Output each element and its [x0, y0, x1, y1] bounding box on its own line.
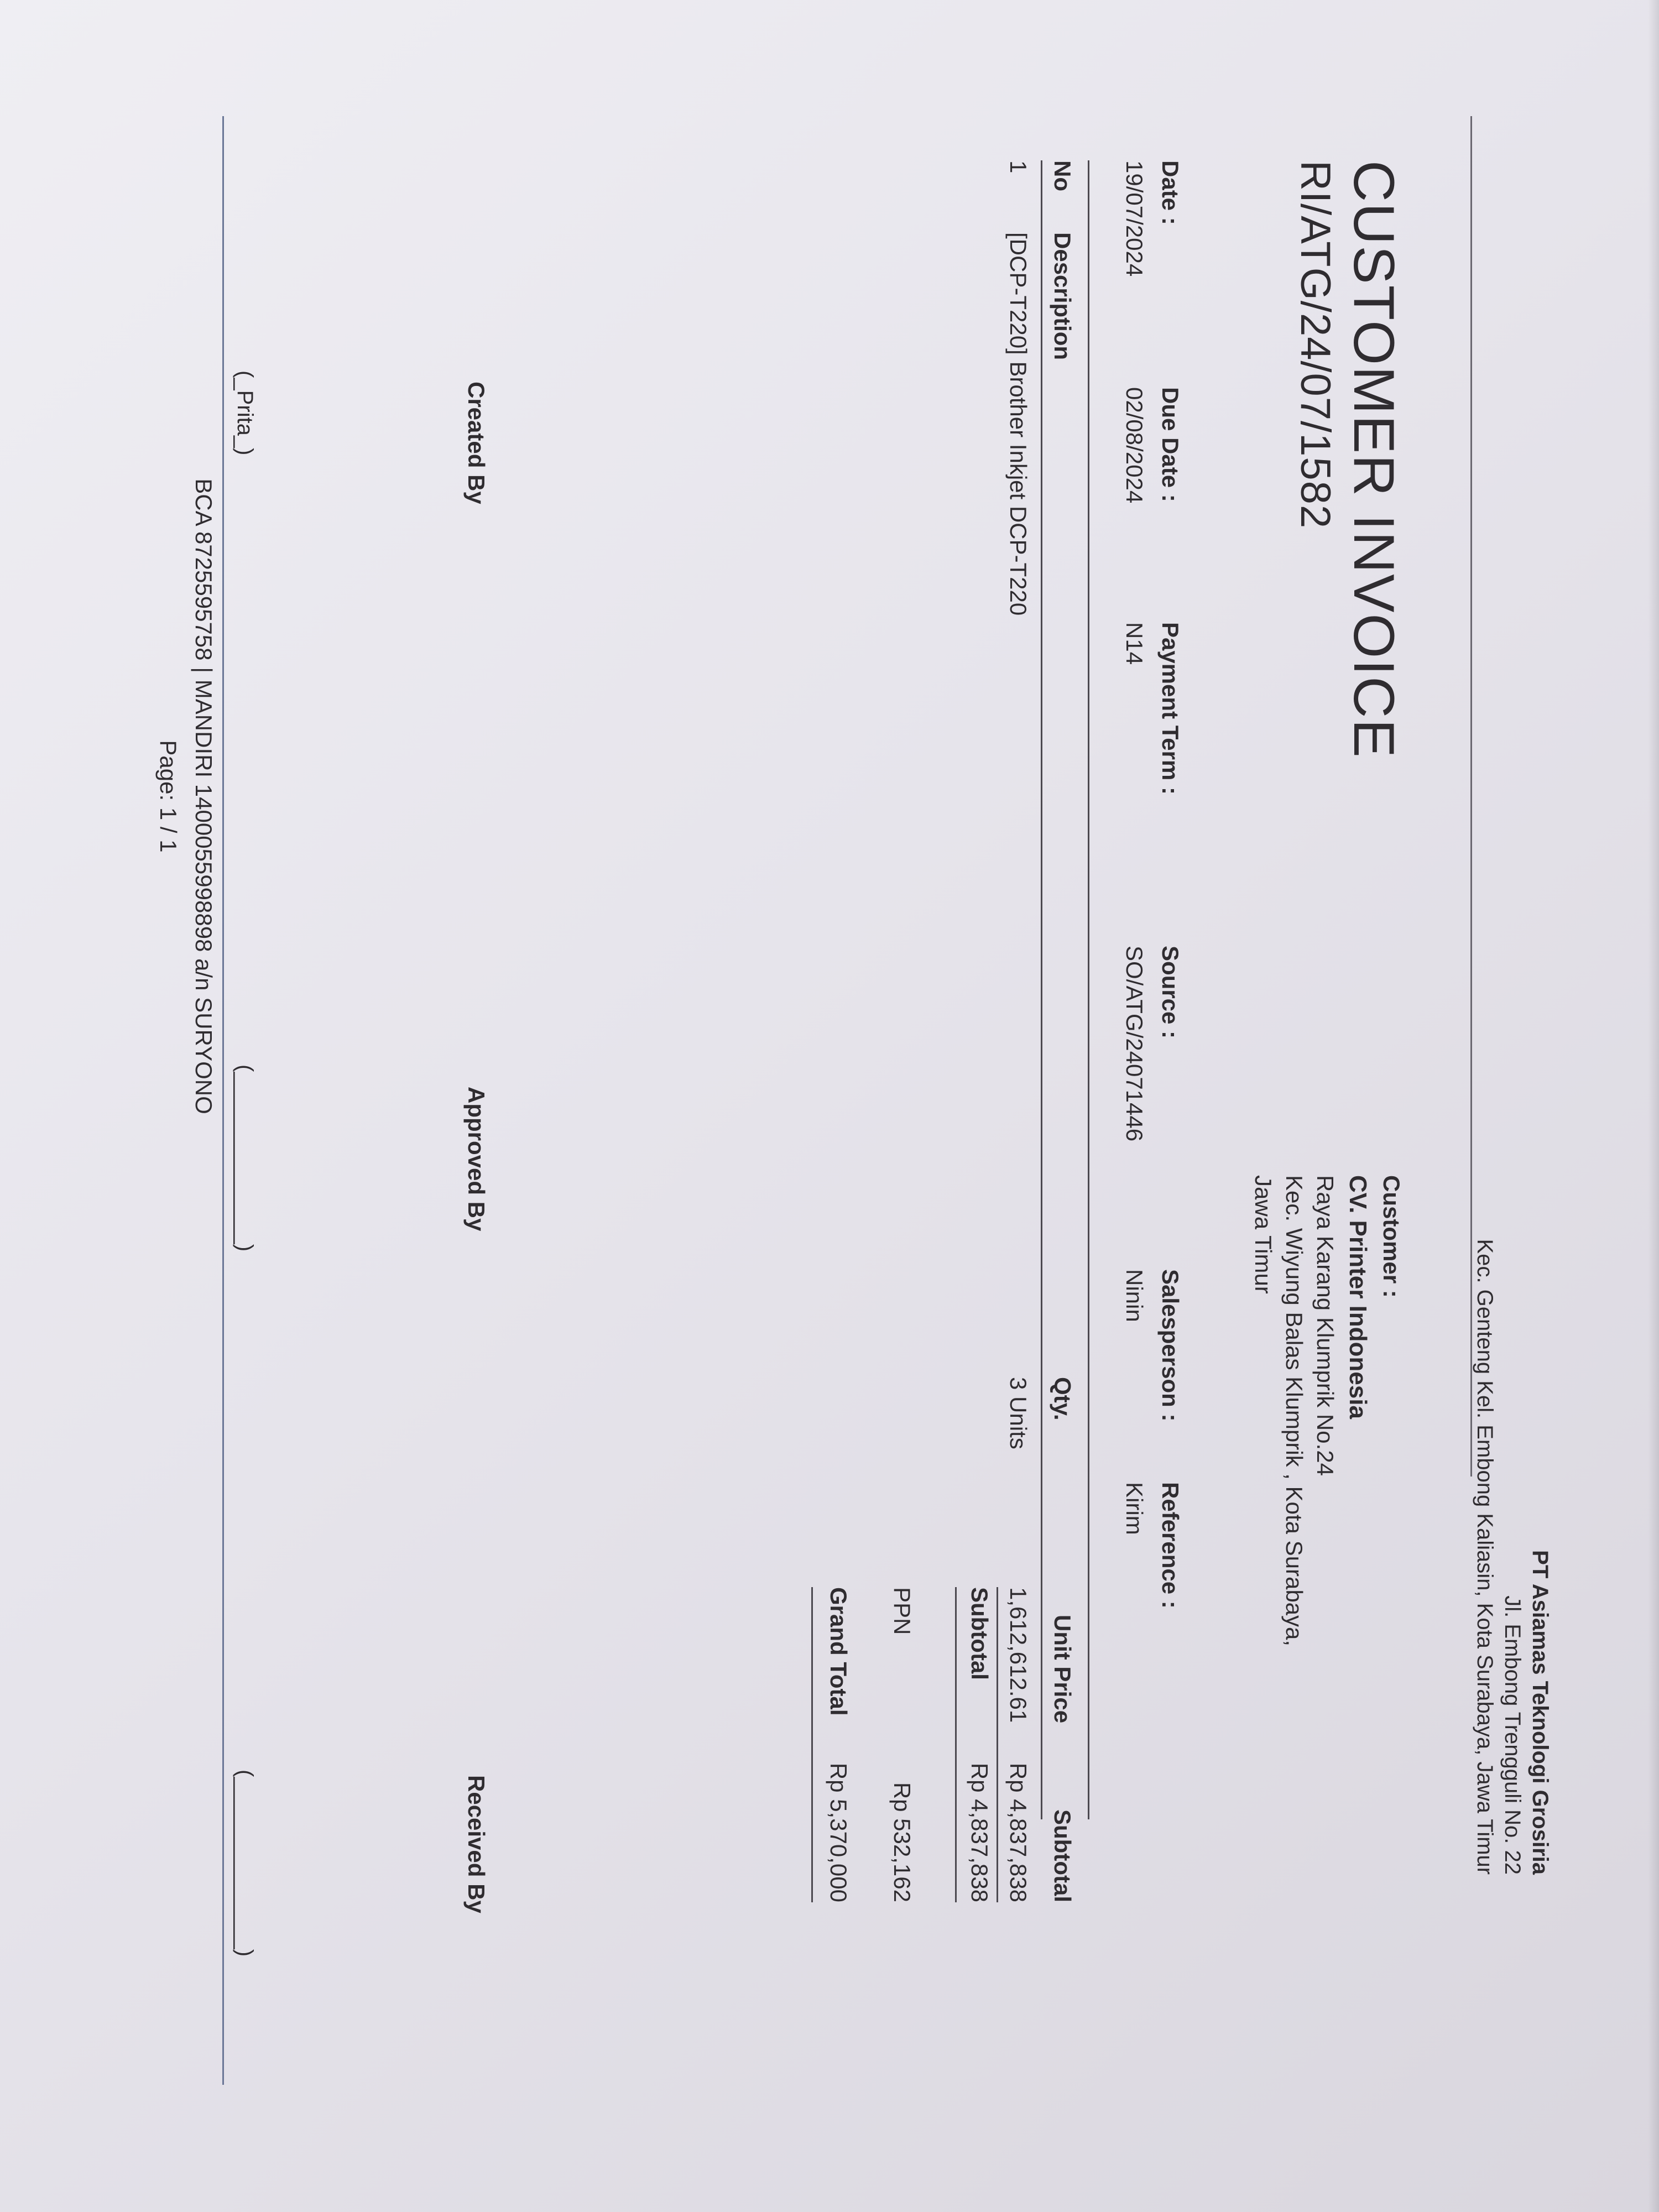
- payment-term-value: N14: [1121, 622, 1147, 665]
- page-number: Page: 1 / 1: [155, 740, 181, 853]
- reference-value: Kirim: [1121, 1482, 1147, 1535]
- reference-label: Reference :: [1157, 1482, 1183, 1609]
- salesperson-label: Salesperson :: [1157, 1269, 1183, 1422]
- paper-edge-shadow: [1648, 0, 1659, 2212]
- created-by-label: Created By: [463, 382, 489, 504]
- grand-total-rule: [811, 1587, 813, 1902]
- row-unit-price: 1,612,612.61: [1005, 1587, 1031, 1723]
- date-label: Date :: [1157, 160, 1183, 225]
- row-qty: 3 Units: [1005, 1377, 1031, 1449]
- date-value: 19/07/2024: [1121, 160, 1147, 277]
- payment-term-label: Payment Term :: [1157, 622, 1183, 795]
- customer-name: CV. Printer Indonesia: [1344, 1175, 1371, 1419]
- subtotal-label: Subtotal: [967, 1587, 993, 1680]
- footer-rule: [222, 116, 224, 2085]
- approved-by-label: Approved By: [463, 1087, 489, 1232]
- table-top-rule: [1088, 160, 1089, 1819]
- customer-address-line2: Kec. Wiyung Balas Klumprik , Kota Surabaya,: [1281, 1175, 1307, 1647]
- footer: [150, 116, 221, 1477]
- received-by-label: Received By: [463, 1775, 489, 1913]
- row-subtotal: Rp 4,837,838: [1005, 1762, 1031, 1902]
- subtotal-value: Rp 4,837,838: [967, 1762, 993, 1902]
- column-header-description: Description: [1050, 232, 1076, 361]
- bank-info: BCA 8725595758 | MANDIRI 1400055998898 a/n SURYONO: [191, 478, 217, 1114]
- company-header: [1471, 1239, 1554, 1875]
- column-header-subtotal: Subtotal: [1050, 1809, 1076, 1902]
- header-divider: [1470, 116, 1472, 1477]
- customer-address-line3: Jawa Timur: [1250, 1175, 1276, 1294]
- salesperson-value: Ninin: [1121, 1269, 1147, 1322]
- created-by-name: (_Prita_): [233, 371, 257, 456]
- customer-label: Customer :: [1379, 1175, 1405, 1298]
- row-bottom-rule: [997, 1587, 998, 1902]
- grand-total-value: Rp 5,370,000: [826, 1762, 852, 1902]
- source-label: Source :: [1157, 946, 1183, 1039]
- document-title: CUSTOMER INVOICE: [1342, 160, 1406, 759]
- grand-total-label: Grand Total: [826, 1587, 852, 1716]
- column-header-qty: Qty.: [1050, 1377, 1076, 1421]
- row-description: [DCP-T220] Brother Inkjet DCP-T220: [1005, 232, 1031, 616]
- tax-value: Rp 532,162: [889, 1782, 915, 1902]
- source-value: SO/ATG/24071446: [1121, 946, 1147, 1142]
- received-by-signature-line: (______________): [233, 1770, 257, 1957]
- due-date-label: Due Date :: [1157, 387, 1183, 502]
- invoice-number: RI/ATG/24/07/1582: [1292, 160, 1339, 529]
- company-address-line2: Kec. Genteng Kel. Embong Kaliasin, Kota Surabaya, Jawa Timur: [1473, 1239, 1497, 1875]
- column-header-unit-price: Unit Price: [1050, 1615, 1076, 1724]
- invoice-sheet: [111, 116, 1571, 2107]
- customer-address: [1248, 1175, 1340, 1646]
- approved-by-signature-line: (______________): [233, 1065, 257, 1252]
- company-name: PT Asiamas Teknologi Grosiria: [1528, 1550, 1552, 1875]
- table-header-rule: [1041, 160, 1042, 1819]
- company-address-line1: Jl. Embong Trengguli No. 22: [1500, 1595, 1525, 1875]
- row-no: 1: [1005, 160, 1031, 174]
- customer-address-line1: Raya Karang Klumprik No.24: [1312, 1175, 1338, 1476]
- tax-label: PPN: [889, 1587, 915, 1635]
- due-date-value: 02/08/2024: [1121, 387, 1147, 504]
- subtotal-rule: [955, 1587, 957, 1902]
- column-header-no: No: [1050, 160, 1076, 191]
